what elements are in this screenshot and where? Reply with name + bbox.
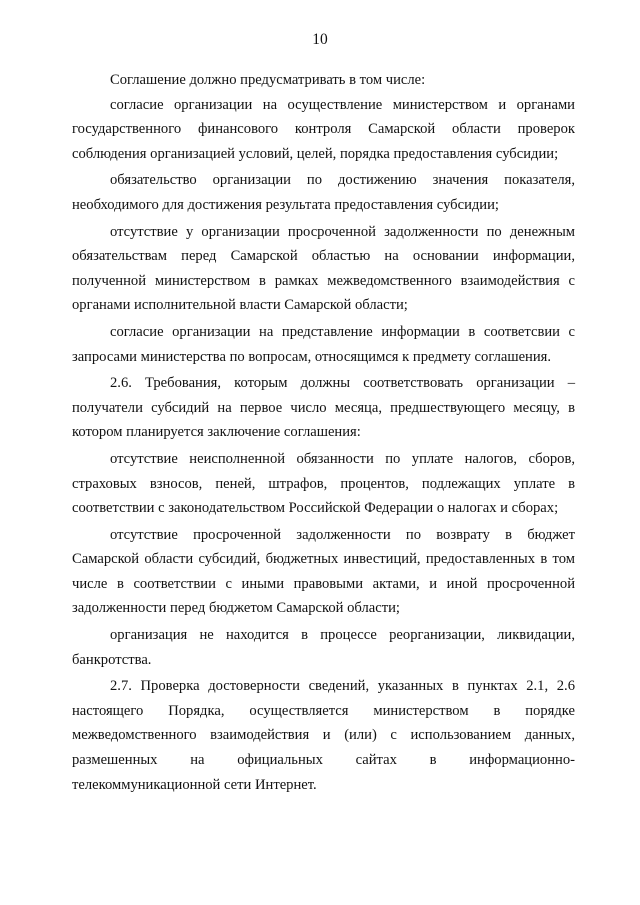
paragraph-obligation-indicator: обязательство организации по достижению значения показателя, необходимого для достижения результата предоставления субсидии; bbox=[72, 172, 575, 213]
paragraph-no-reorganization: организация не находится в процессе реорганизации, ликвидации, банкротства. bbox=[72, 627, 575, 668]
paragraph-no-overdue-debt: отсутствие у организации просроченной задолженности по денежным обязательствам перед Самарской областью на основании информации, полученной министерством в рамках межведомственного взаимодействия с органами исполнительной власти Самарской области; bbox=[72, 223, 575, 314]
paragraph-consent-audit: согласие организации на осуществление министерством и органами государственного финансового контроля Самарской области проверок соблюдения организацией условий, целей, порядка предоставления субсидии; bbox=[72, 96, 575, 162]
paragraph-no-budget-arrears: отсутствие просроченной задолженности по возврату в бюджет Самарской области субсидий, бюджетных инвестиций, предоставленных в том числе в соответствии с иными правовыми актами, и иной просроченной задолженности перед бюджетом Самарской области; bbox=[72, 526, 575, 617]
paragraph-agreement-intro: Соглашение должно предусматривать в том числе: bbox=[110, 72, 426, 88]
paragraph-no-tax-arrears: отсутствие неисполненной обязанности по уплате налогов, сборов, страховых взносов, пеней, штрафов, процентов, подлежащих уплате в соответствии с законодательством Российской Федерации о налогах и сборах; bbox=[72, 450, 575, 517]
paragraph-section-2-7: 2.7. Проверка достоверности сведений, указанных в пунктах 2.1, 2.6 настоящего Порядка, осуществляется министерством в порядке межведомственного взаимодействия и (или) с использованием данных, размешенных на официальных сайтах в информационно-телекоммуникационной сети Интернет. bbox=[72, 678, 575, 793]
paragraph-section-2-6: 2.6. Требования, которым должны соответствовать организации – получатели субсидий на первое число месяца, предшествующего месяцу, в котором планируется заключение соглашения: bbox=[72, 375, 575, 441]
document-body bbox=[72, 68, 575, 797]
page-number: 10 bbox=[312, 31, 328, 48]
paragraph-consent-information: согласие организации на представление информации в соответсвии с запросами министерства по вопросам, относящимся к предмету соглашения. bbox=[72, 323, 575, 365]
